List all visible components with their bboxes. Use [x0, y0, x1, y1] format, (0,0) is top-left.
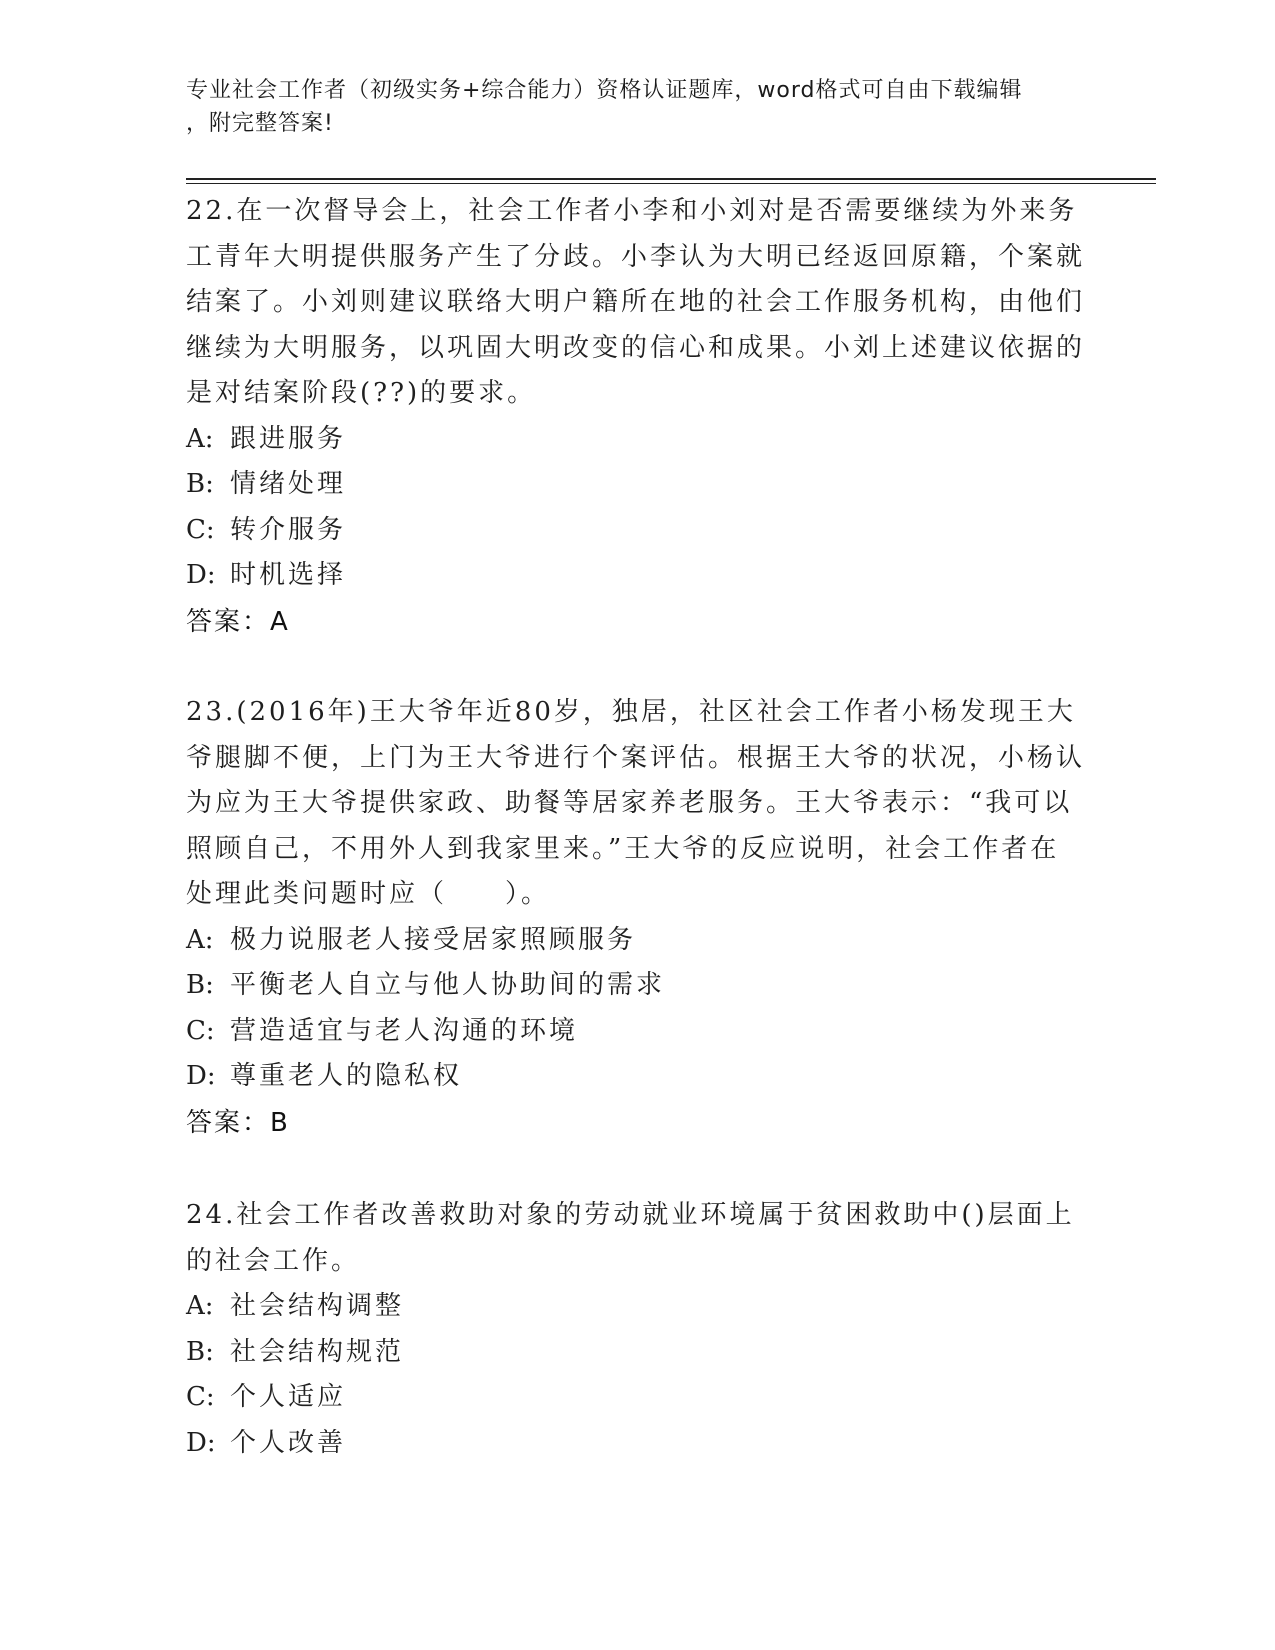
option-b — [186, 963, 1086, 1009]
question-23 — [186, 690, 1086, 1146]
option-text: 社会结构规范 — [230, 1336, 405, 1367]
option-a — [186, 1284, 1086, 1330]
question-22 — [186, 189, 1086, 645]
option-letter: A: — [186, 1291, 214, 1321]
option-text: 时机选择 — [230, 560, 347, 590]
option-text: 情绪处理 — [230, 469, 347, 499]
option-d — [186, 553, 1086, 599]
option-letter: A: — [186, 924, 214, 955]
option-letter: C: — [186, 1015, 215, 1046]
option-text: 社会结构调整 — [230, 1291, 405, 1321]
option-b — [186, 1330, 1086, 1376]
option-d — [186, 1054, 1086, 1100]
option-text: 转介服务 — [230, 514, 347, 545]
header-divider-thin — [186, 183, 1156, 184]
option-c — [186, 508, 1086, 554]
option-letter: B: — [186, 1336, 214, 1367]
answer-line: 答案：B — [186, 1107, 290, 1138]
option-letter: D: — [186, 560, 216, 590]
option-text: 极力说服老人接受居家照顾服务 — [230, 924, 637, 955]
question-stem: 24.社会工作者改善救助对象的劳动就业环境属于贫困救助中()层面上的社会工作。 — [186, 1200, 1075, 1276]
option-text: 跟进服务 — [230, 423, 347, 454]
header-line-1: 专业社会工作者（初级实务+综合能力）资格认证题库，word格式可自由下载编辑 — [186, 78, 1023, 103]
option-letter: B: — [186, 970, 214, 1000]
question-stem: 23.(2016年)王大爷年近80岁，独居，社区社会工作者小杨发现王大爷腿脚不便，上门为王大爷进行个案评估。根据王大爷的状况，小杨认为应为王大爷提供家政、助餐等居家养老服务。王大爷表示：“我可以照顾自己，不用外人到我家里来。”王大爷的反应说明，社会工作者在处理此类问题时应（ ）。 — [186, 697, 1086, 909]
option-c — [186, 1009, 1086, 1055]
header-line-2: ，附完整答案! — [186, 111, 334, 136]
option-letter: C: — [186, 514, 215, 545]
option-text: 平衡老人自立与他人协助间的需求 — [230, 970, 666, 1000]
option-letter: B: — [186, 469, 214, 499]
answer-line: 答案：A — [186, 606, 290, 637]
option-text: 个人改善 — [230, 1427, 347, 1458]
option-text: 个人适应 — [230, 1382, 347, 1412]
option-text: 尊重老人的隐私权 — [230, 1061, 463, 1091]
option-a — [186, 918, 1086, 964]
document-header — [186, 74, 1086, 140]
option-b — [186, 462, 1086, 508]
question-stem: 22.在一次督导会上，社会工作者小李和小刘对是否需要继续为外来务工青年大明提供服务产生了分歧。小李认为大明已经返回原籍，个案就结案了。小刘则建议联络大明户籍所在地的社会工作服务机构，由他们继续为大明服务，以巩固大明改变的信心和成果。小刘上述建议依据的是对结案阶段(??)的要求。 — [186, 196, 1086, 408]
option-c — [186, 1375, 1086, 1421]
option-letter: D: — [186, 1427, 216, 1458]
option-letter: A: — [186, 423, 214, 454]
option-text: 营造适宜与老人沟通的环境 — [230, 1015, 579, 1046]
option-letter: C: — [186, 1382, 215, 1412]
option-letter: D: — [186, 1061, 216, 1091]
option-a — [186, 417, 1086, 463]
option-d — [186, 1421, 1086, 1467]
question-24 — [186, 1193, 1086, 1466]
header-divider-thick — [186, 178, 1156, 180]
